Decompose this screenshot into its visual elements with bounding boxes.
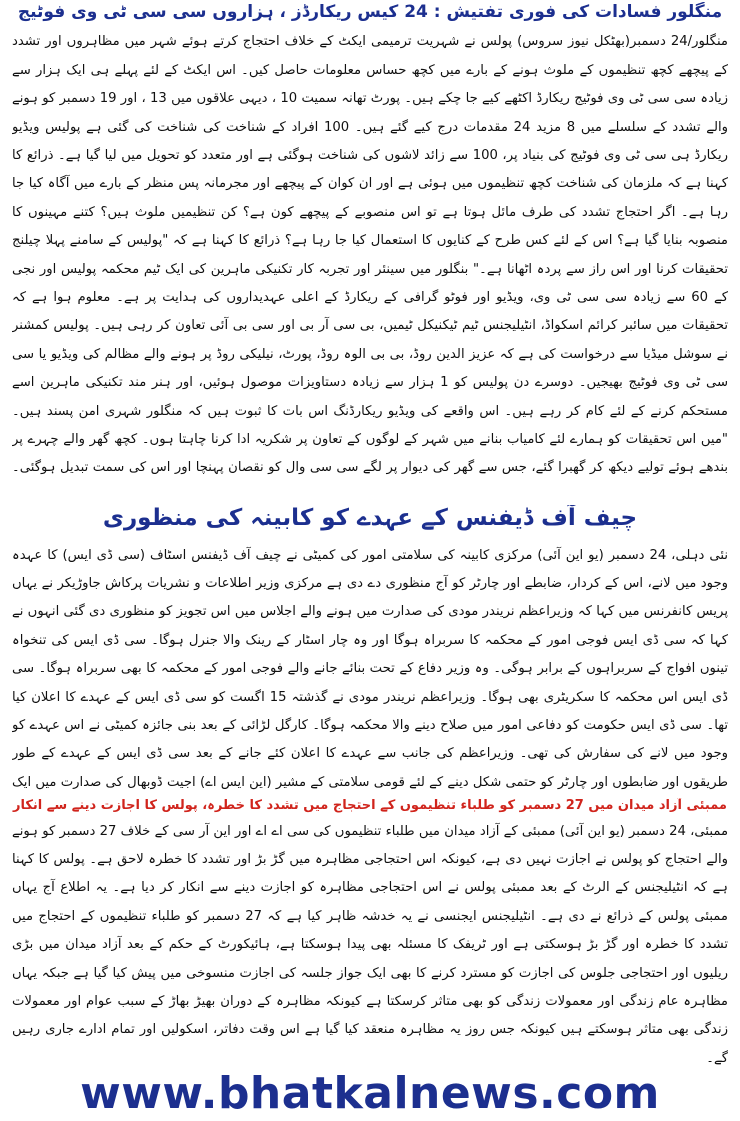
article-headline: منگلور فسادات کی فوری تفتیش : 24 کیس ریکارڈز ، ہزاروں سی سی ٹی وی فوٹیج <box>17 2 723 22</box>
article-headline: چیف آف ڈیفنس کے عہدے کو کابینہ کی منظوری <box>102 505 638 531</box>
article-body: ممبئی، 24 دسمبر (یو این آئی) ممبئی کے آزاد میدان میں طلباء تنظیموں کی سی اے اے اور این آر سی کے خلاف 27 دسمبر کو ہونے والے احتجاج کو پولس نے اجازت نہیں دی ہے، کیونکہ اس احتجاجی مظاہرہ میں گڑ بڑ اور تشدد کا خطرہ لاحق ہے۔ پولس کا کہنا ہے کہ انٹیلیجنس کے الرٹ کے بعد ممبئی پولس نے اس احتجاجی مظاہرہ کو اجازت دینے سے انکار کر دیا ہے۔ یہ اطلاع آج یہاں ممبئی پولس کے ذرائع نے دی ہے۔ انٹیلیجنس ایجنسی نے یہ خدشہ ظاہر کیا ہے کہ 27 دسمبر کو طلباء تنظیموں کے احتجاج میں تشدد کا خطرہ اور گڑ بڑ ہوسکتی ہے اور ٹریفک کا مسئلہ بھی پیدا ہوسکتا ہے، ہائیکورٹ کے حکم کے بعد آزاد میدان میں بڑی ریلیوں اور احتجاجی جلوس کی اجازت کو مسترد کرنے کا بھی ایک جواز جلسہ کی اجازت منسوخی میں پیش کیا گیا ہے جبکہ یہاں مظاہرہ عام زندگی اور معمولات زندگی کو بھی متاثر کرسکتا ہے کیونکہ مظاہرہ کے دوران بھیڑ بھاڑ کے سبب عوام اور معمولات زندگی بھی متاثر ہوسکتے ہیں کیونکہ جس روز یہ مظاہرہ منعقد کیا گیا ہے اس وقت دفاتر، اسکولیں اور تمام ادارے جاری رہیں گے۔ <box>12 823 728 1066</box>
article-chief-of-defence <box>12 505 728 792</box>
article-body: نئی دہلی، 24 دسمبر (یو این آئی) مرکزی کابینہ کی سلامتی امور کی کمیٹی نے چیف آف ڈیفنس اسٹاف (سی ڈی ایس) کا عہدہ وجود میں لانے، اس کے کردار، ضابطے اور چارٹر کو آج منظوری دے دی ہے مرکزی وزیر اطلاعات و نشریات پرکاش جاوڑیکر نے یہاں پریس کانفرنس میں کہا کہ وزیراعظم نریندر مودی کی صدارت میں ہونے والے اجلاس میں اس تجویز کو منظوری دی گئی انہوں نے کہا کہ سی ڈی ایس فوجی امور کے محکمہ کا سربراہ ہوگا اور وہ چار اسٹار کے رینک والا جنرل ہوگا۔ سی ڈی ایس کی تنخواہ تینوں افواج کے سربراہوں کے برابر ہوگی۔ وہ وزیر دفاع کے تحت بنائے جانے والے فوجی امور کے محکمہ کا بھی سربراہ ہوگا۔ سی ڈی ایس اس محکمہ کا سکریٹری بھی ہوگا۔ وزیراعظم نریندر مودی نے گذشتہ 15 اگست کو سی ڈی ایس کے عہدے کا اعلان کیا تھا۔ سی ڈی ایس حکومت کو دفاعی امور میں صلاح دینے والا محکمہ ہوگا۔ کارگل لڑائی کے بعد بنی جائزہ کمیٹی نے اس عہدے کو وجود میں لانے کی سفارش کی تھی۔ وزیراعظم کی جانب سے عہدے کا اعلان کئے جانے کے بعد سی ڈی ایس کے عہدے کے طور طریقوں اور ضابطوں اور چارٹر کو حتمی شکل دینے کے لئے قومی سلامتی کے مشیر (این ایس اے) اجیت ڈوبھال کی صدارت میں ایک <box>12 547 728 790</box>
article-body: منگلور/24 دسمبر(بھٹکل نیوز سروس) پولس نے شہریت ترمیمی ایکٹ کے خلاف احتجاج کرتے ہوئے شہر میں مظاہروں اور تشدد کے پیچھے کچھ تنظیموں کے ملوث ہونے کے بارے میں کچھ حساس معلومات حاصل کیں۔ اس ایکٹ کے لئے پہلے ہی ایک ہزار سے زیادہ سی سی ٹی وی فوٹیج ریکارڈ اکٹھے کیے جا چکے ہیں۔ پورٹ تھانہ سمیت 10 ، دیہی علاقوں میں 13 ، اور 19 دسمبر کو ہونے والے تشدد کے سلسلے میں 8 مزید 24 مقدمات درج کیے گئے ہیں۔ 100 افراد کے شناخت کی شناخت کی گئی ہے پولیس ویڈیو ریکارڈ ہی سی ٹی وی فوٹیج کی بنیاد پر، 100 سے زائد لاشوں کی شناخت ہوگئی ہے اور متعدد کو تحویل میں لیا گیا ہے۔ ذرائع کا کہنا ہے کہ ملزمان کی شناخت کچھ تنظیموں میں ہوئی ہے اور ان کوان کے پیچھے اور مجرمانہ پس منظر کے بارے میں آگاہ کیا جا رہا ہے۔ اگر احتجاج تشدد کی طرف مائل ہوتا ہے تو اس منصوبے کے پیچھے کون ہے؟ کن تنظیمیں ملوث ہیں؟ کتنے مہینوں کا منصوبہ بنایا گیا ہے؟ اس کے لئے کس طرح کے کنایوں کا استعمال کیا جا رہا ہے؟ ذرائع کا کہنا ہے کہ "پولیس کے سامنے پہلا چیلنج تحقیقات کرنا اور اس راز سے پردہ اٹھانا ہے۔" بنگلور میں سینئر اور تجربہ کار تکنیکی ماہرین کی ایک ٹیم محکمہ پولیس اور نجی کے 60 سے زیادہ سی سی ٹی وی، ویڈیو اور فوٹو گرافی کے ریکارڈ کے اعلی عہدیداروں کی ہدایت پر ہے۔ معلوم ہوا ہے کہ تحقیقات میں سائبر کرائم اسکواڈ، انٹیلیجنس ٹیم ٹیکنیکل ٹیمیں، بی سی آر بی اور سی بی آئی تعاون کر رہی ہیں۔ پولیس کمشنر نے سوشل میڈیا سے درخواست کی ہے کہ عزیز الدین روڈ، بی بی الوہ روڈ، پورٹ، نیلیکی روڈ پر ہونے والے مظالم کی ویڈیو یا سی سی ٹی وی فوٹیج بھیجیں۔ دوسرے دن پولیس کو 1 ہزار سے زیادہ دستاویزات موصول ہوئیں، اور ہنر مند تکنیکی ماہرین اسے مستحکم کرنے کے لئے کام کر رہے ہیں۔ اس واقعے کی ویڈیو ریکارڈنگ اس بات کا ثبوت ہیں کہ منگلور شہری امن پسند ہیں۔ "میں اس تحقیقات کو ہمارے لئے کامیاب بنانے میں شہر کے لوگوں کے تعاون پر شکریہ ادا کرنا چاہتا ہوں۔ کچھ گھر والے چہرے پر بندھے ہوئے تولیے دیکھ کر گھبرا گئے، جس سے گھر کی دیوار پر لگے سی سی وال کو نقصان پہنچا اور اس کی سمت تبدیل ہوگئی۔ <box>12 34 728 476</box>
website-footer-link[interactable]: www.bhatkalnews.com <box>80 1074 660 1114</box>
article-mangalore-riots <box>12 2 728 488</box>
article-mumbai-protest <box>12 798 728 1073</box>
article-headline: ممبئی آزاد میدان میں 27 دسمبر کو طلباء تنظیموں کے احتجاج میں تشدد کا خطرہ، پولس کا اجازت دینے سے انکار <box>13 798 727 813</box>
